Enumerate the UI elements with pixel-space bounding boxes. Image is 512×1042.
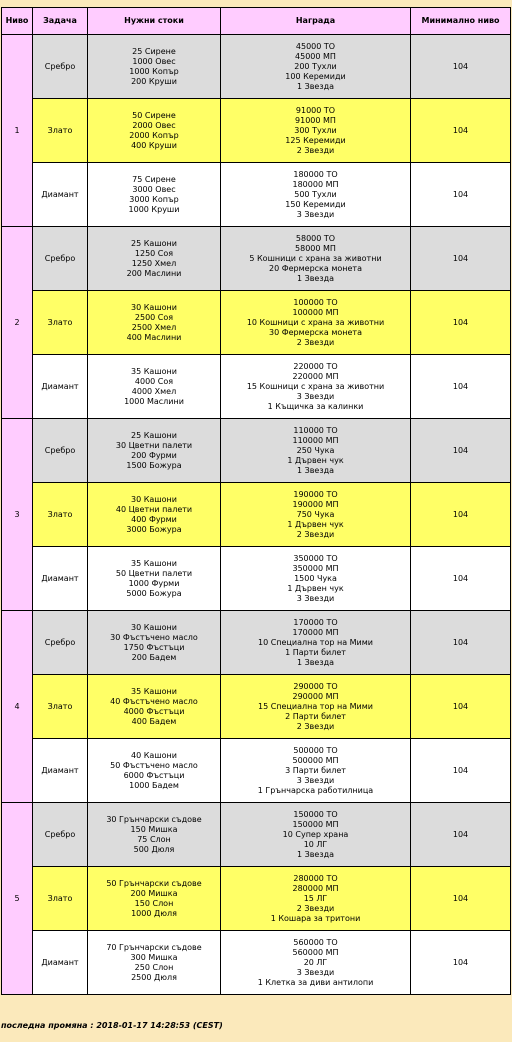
reward-line: 220000 МП	[292, 371, 339, 381]
goods-line: 70 Грънчарски съдове	[106, 942, 202, 952]
reward-line: 3 Звезди	[296, 967, 335, 977]
task-cell: Злато	[33, 291, 88, 355]
table-row	[2, 483, 511, 547]
level-cell: 5	[2, 803, 33, 995]
goods-cell	[88, 611, 221, 675]
reward-line: 280000 ТО	[293, 873, 338, 883]
table-row	[2, 419, 511, 483]
reward-line: 290000 ТО	[293, 681, 338, 691]
reward-line: 10 Специална тор на Мими	[258, 637, 373, 647]
reward-line: 1 Звезда	[296, 273, 335, 283]
reward-line: 280000 МП	[292, 883, 339, 893]
reward-cell	[221, 931, 411, 995]
reward-line: 180000 ТО	[293, 169, 338, 179]
reward-line: 500000 ТО	[293, 745, 338, 755]
task-cell: Сребро	[33, 419, 88, 483]
goods-line: 1500 Божура	[126, 460, 182, 470]
reward-line: 170000 ТО	[293, 617, 338, 627]
task-cell: Сребро	[33, 227, 88, 291]
table-row	[2, 547, 511, 611]
table-row	[2, 291, 511, 355]
min-level-cell: 104	[411, 227, 511, 291]
min-level-cell: 104	[411, 291, 511, 355]
table-row	[2, 35, 511, 99]
goods-cell	[88, 35, 221, 99]
reward-line: 1 Парти билет	[285, 647, 346, 657]
min-level-cell: 104	[411, 547, 511, 611]
level-cell: 2	[2, 227, 33, 419]
reward-line: 110000 ТО	[293, 425, 338, 435]
reward-line: 1 Звезда	[296, 465, 335, 475]
reward-line: 91000 ТО	[295, 105, 336, 115]
reward-line: 1 Дървен чук	[287, 583, 344, 593]
table-row	[2, 99, 511, 163]
header-task: Задача	[33, 8, 88, 35]
min-level-cell: 104	[411, 35, 511, 99]
task-cell: Диамант	[33, 931, 88, 995]
goods-line: 150 Мишка	[130, 824, 178, 834]
reward-line: 1500 Чука	[294, 573, 337, 583]
min-level-cell: 104	[411, 867, 511, 931]
reward-line: 3 Звезди	[296, 391, 335, 401]
reward-line: 20 Фермерска монета	[269, 263, 362, 273]
goods-line: 4000 Соя	[134, 376, 174, 386]
goods-cell	[88, 419, 221, 483]
reward-line: 1 Звезда	[296, 81, 335, 91]
min-level-cell: 104	[411, 355, 511, 419]
goods-line: 30 Фъстъчено масло	[110, 632, 198, 642]
task-cell: Сребро	[33, 611, 88, 675]
goods-cell	[88, 739, 221, 803]
reward-line: 300 Тухли	[294, 125, 337, 135]
min-level-cell: 104	[411, 483, 511, 547]
goods-line: 300 Мишка	[130, 952, 178, 962]
reward-line: 2 Звезди	[296, 145, 335, 155]
table-row	[2, 931, 511, 995]
reward-cell	[221, 99, 411, 163]
reward-line: 91000 МП	[295, 115, 336, 125]
reward-line: 2 Звезди	[296, 903, 335, 913]
task-cell: Диамант	[33, 163, 88, 227]
reward-line: 1 Звезда	[296, 657, 335, 667]
reward-line: 1 Дървен чук	[287, 455, 344, 465]
task-cell: Диамант	[33, 547, 88, 611]
reward-line: 125 Керемиди	[285, 135, 346, 145]
min-level-cell: 104	[411, 803, 511, 867]
goods-line: 30 Цветни палети	[115, 440, 193, 450]
reward-line: 1 Кошара за тритони	[270, 913, 361, 923]
goods-line: 400 Бадем	[131, 716, 177, 726]
reward-line: 1 Къщичка за калинки	[267, 401, 364, 411]
reward-line: 1 Грънчарска работилница	[257, 785, 374, 795]
reward-line: 10 Супер храна	[282, 829, 349, 839]
reward-cell	[221, 35, 411, 99]
reward-cell	[221, 867, 411, 931]
goods-line: 1000 Круши	[128, 204, 180, 214]
reward-line: 190000 МП	[292, 499, 339, 509]
table-row	[2, 163, 511, 227]
goods-line: 500 Дюля	[133, 844, 175, 854]
reward-line: 150 Керемиди	[285, 199, 346, 209]
reward-line: 30 Фермерска монета	[269, 327, 362, 337]
goods-line: 2000 Овес	[132, 120, 176, 130]
goods-cell	[88, 483, 221, 547]
goods-line: 35 Кашони	[131, 558, 177, 568]
reward-line: 3 Парти билет	[285, 765, 346, 775]
reward-line: 45000 МП	[295, 51, 336, 61]
reward-line: 3 Звезди	[296, 593, 335, 603]
reward-cell	[221, 803, 411, 867]
goods-line: 3000 Овес	[132, 184, 176, 194]
goods-line: 5000 Божура	[126, 588, 182, 598]
goods-line: 40 Кашони	[131, 750, 177, 760]
task-cell: Злато	[33, 675, 88, 739]
reward-line: 750 Чука	[296, 509, 335, 519]
goods-line: 3000 Божура	[126, 524, 182, 534]
task-cell: Злато	[33, 867, 88, 931]
reward-cell	[221, 675, 411, 739]
level-cell: 1	[2, 35, 33, 227]
reward-line: 150000 ТО	[293, 809, 338, 819]
reward-cell	[221, 611, 411, 675]
goods-line: 1000 Овес	[132, 56, 176, 66]
reward-cell	[221, 355, 411, 419]
reward-line: 290000 МП	[292, 691, 339, 701]
reward-line: 170000 МП	[292, 627, 339, 637]
min-level-cell: 104	[411, 99, 511, 163]
header-goods: Нужни стоки	[88, 8, 221, 35]
reward-line: 3 Звезди	[296, 775, 335, 785]
reward-line: 10 ЛГ	[303, 839, 328, 849]
reward-line: 45000 ТО	[295, 41, 336, 51]
reward-cell	[221, 739, 411, 803]
goods-line: 30 Кашони	[131, 494, 177, 504]
reward-line: 3 Звезди	[296, 209, 335, 219]
reward-cell	[221, 227, 411, 291]
reward-line: 2 Звезди	[296, 529, 335, 539]
goods-cell	[88, 675, 221, 739]
reward-line: 1 Звезда	[296, 849, 335, 859]
level-cell: 3	[2, 419, 33, 611]
goods-cell	[88, 227, 221, 291]
min-level-cell: 104	[411, 611, 511, 675]
goods-line: 400 Круши	[131, 140, 177, 150]
goods-line: 50 Грънчарски съдове	[106, 878, 202, 888]
goods-line: 1750 Фъстъци	[123, 642, 185, 652]
reward-line: 200 Тухли	[294, 61, 337, 71]
header-level: Ниво	[2, 8, 33, 35]
goods-line: 50 Сирене	[132, 110, 176, 120]
goods-line: 200 Фурми	[131, 450, 177, 460]
task-cell: Сребро	[33, 803, 88, 867]
reward-line: 110000 МП	[292, 435, 339, 445]
task-cell: Сребро	[33, 35, 88, 99]
reward-line: 150000 МП	[292, 819, 339, 829]
goods-line: 1000 Фурми	[128, 578, 180, 588]
reward-line: 100 Керемиди	[285, 71, 346, 81]
goods-line: 2500 Хмел	[131, 322, 177, 332]
goods-line: 50 Фъстъчено масло	[110, 760, 198, 770]
reward-line: 100000 ТО	[293, 297, 338, 307]
min-level-cell: 104	[411, 739, 511, 803]
reward-line: 15 Кошници с храна за животни	[246, 381, 385, 391]
table-row	[2, 355, 511, 419]
reward-line: 250 Чука	[296, 445, 335, 455]
goods-line: 2000 Копър	[129, 130, 179, 140]
goods-cell	[88, 931, 221, 995]
goods-cell	[88, 803, 221, 867]
task-cell: Диамант	[33, 355, 88, 419]
reward-line: 350000 ТО	[293, 553, 338, 563]
reward-line: 560000 МП	[292, 947, 339, 957]
header-row	[2, 8, 511, 35]
reward-cell	[221, 419, 411, 483]
min-level-cell: 104	[411, 931, 511, 995]
goods-line: 2500 Дюля	[131, 972, 177, 982]
rewards-table	[1, 7, 511, 995]
reward-line: 1 Клетка за диви антилопи	[257, 977, 374, 987]
reward-line: 20 ЛГ	[303, 957, 328, 967]
goods-line: 25 Кашони	[131, 430, 177, 440]
reward-line: 10 Кошници с храна за животни	[246, 317, 385, 327]
reward-line: 220000 ТО	[293, 361, 338, 371]
min-level-cell: 104	[411, 419, 511, 483]
goods-line: 4000 Хмел	[131, 386, 177, 396]
goods-cell	[88, 547, 221, 611]
goods-cell	[88, 99, 221, 163]
table-row	[2, 803, 511, 867]
goods-line: 1000 Копър	[129, 66, 179, 76]
goods-line: 75 Сирене	[132, 174, 176, 184]
goods-cell	[88, 163, 221, 227]
reward-line: 2 Звезди	[296, 337, 335, 347]
reward-line: 15 Специална тор на Мими	[258, 701, 373, 711]
table-body	[2, 35, 511, 995]
goods-line: 35 Кашони	[131, 686, 177, 696]
reward-line: 58000 ТО	[295, 233, 336, 243]
goods-line: 40 Фъстъчено масло	[110, 696, 198, 706]
goods-line: 40 Цветни палети	[115, 504, 193, 514]
goods-line: 200 Круши	[131, 76, 177, 86]
goods-line: 400 Фурми	[131, 514, 177, 524]
reward-line: 5 Кошници с храна за животни	[249, 253, 382, 263]
goods-line: 2500 Соя	[134, 312, 174, 322]
goods-line: 1000 Маслини	[124, 396, 184, 406]
reward-line: 500 Тухли	[294, 189, 337, 199]
reward-line: 2 Парти билет	[285, 711, 346, 721]
reward-cell	[221, 547, 411, 611]
goods-line: 4000 Фъстъци	[123, 706, 185, 716]
goods-line: 200 Мишка	[130, 888, 178, 898]
reward-line: 1 Дървен чук	[287, 519, 344, 529]
table-row	[2, 675, 511, 739]
goods-line: 30 Кашони	[131, 622, 177, 632]
min-level-cell: 104	[411, 163, 511, 227]
goods-line: 1000 Дюля	[131, 908, 177, 918]
reward-line: 2 Звезди	[296, 721, 335, 731]
reward-cell	[221, 291, 411, 355]
goods-line: 200 Бадем	[131, 652, 177, 662]
reward-line: 500000 МП	[292, 755, 339, 765]
goods-line: 25 Сирене	[132, 46, 176, 56]
goods-line: 35 Кашони	[131, 366, 177, 376]
reward-line: 180000 МП	[292, 179, 339, 189]
goods-line: 6000 Фъстъци	[123, 770, 185, 780]
last-modified-note: последна промяна : 2018-01-17 14:28:53 (CEST)	[1, 1021, 223, 1030]
reward-line: 190000 ТО	[293, 489, 338, 499]
goods-line: 30 Кашони	[131, 302, 177, 312]
goods-line: 30 Грънчарски съдове	[106, 814, 202, 824]
level-cell: 4	[2, 611, 33, 803]
goods-line: 1250 Хмел	[131, 258, 177, 268]
table-row	[2, 227, 511, 291]
goods-line: 400 Маслини	[126, 332, 182, 342]
reward-line: 100000 МП	[292, 307, 339, 317]
task-cell: Диамант	[33, 739, 88, 803]
goods-line: 25 Кашони	[131, 238, 177, 248]
table-row	[2, 611, 511, 675]
reward-cell	[221, 483, 411, 547]
reward-line: 15 ЛГ	[303, 893, 328, 903]
goods-line: 150 Слон	[134, 898, 174, 908]
goods-line: 250 Слон	[134, 962, 174, 972]
reward-line: 350000 МП	[292, 563, 339, 573]
table-row	[2, 867, 511, 931]
min-level-cell: 104	[411, 675, 511, 739]
header-min-level: Минимално ниво	[411, 8, 511, 35]
goods-cell	[88, 867, 221, 931]
reward-line: 58000 МП	[295, 243, 336, 253]
reward-line: 560000 ТО	[293, 937, 338, 947]
goods-line: 75 Слон	[137, 834, 171, 844]
goods-line: 200 Маслини	[126, 268, 182, 278]
goods-line: 1000 Бадем	[129, 780, 179, 790]
goods-line: 1250 Соя	[134, 248, 174, 258]
task-cell: Злато	[33, 99, 88, 163]
goods-cell	[88, 355, 221, 419]
reward-cell	[221, 163, 411, 227]
goods-line: 50 Цветни палети	[115, 568, 193, 578]
goods-cell	[88, 291, 221, 355]
table-row	[2, 739, 511, 803]
task-cell: Злато	[33, 483, 88, 547]
goods-line: 3000 Копър	[129, 194, 179, 204]
header-reward: Награда	[221, 8, 411, 35]
